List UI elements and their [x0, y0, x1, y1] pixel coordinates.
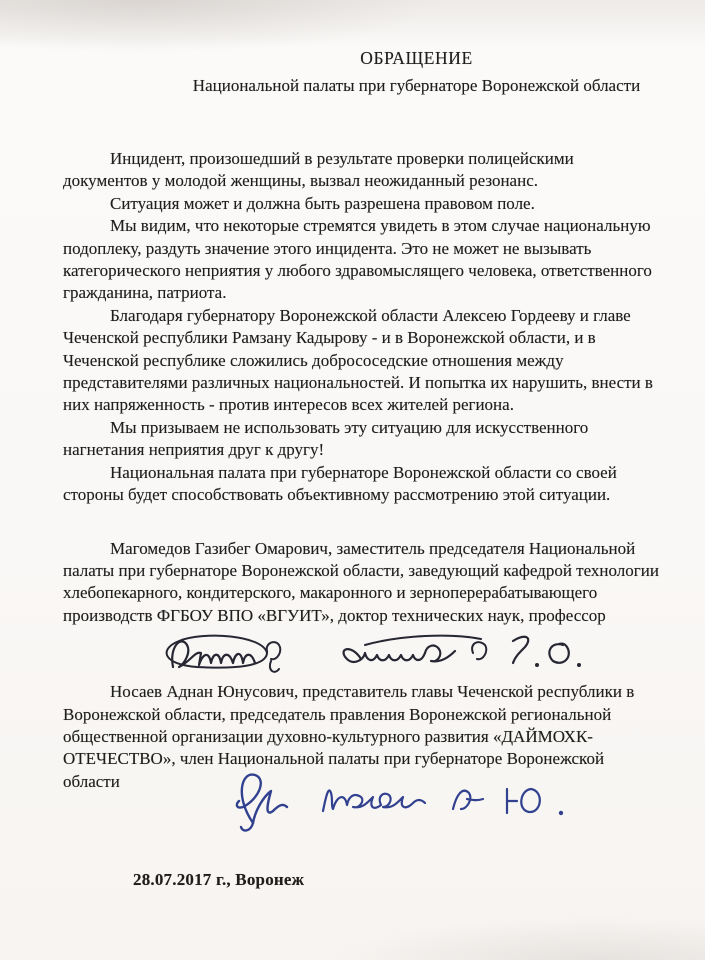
signature-dot — [559, 811, 563, 815]
signature-stroke — [241, 791, 287, 830]
signature-dot — [535, 663, 539, 667]
signature-stroke — [513, 637, 528, 663]
document-header — [173, 46, 660, 98]
document-body — [63, 148, 660, 507]
signature-stroke — [237, 775, 261, 823]
body-paragraph: Мы призываем не использовать эту ситуацию для искусственного нагнетания неприятия друг к другу! — [63, 417, 589, 460]
document-subtitle: Национальной палаты при губернаторе Воронежской области — [192, 76, 641, 95]
signature-dot — [577, 663, 581, 667]
signer-block-magomedov: Магомедов Газибег Омарович, заместитель председателя Национальной палаты при губернаторе Воронежской области, заведующий кафедрой технологии хлебопекарного, кондитерского, макаронного и зерноперерабатывающего производств ФГБОУ ВПО «ВГУИТ», доктор технических наук, профессор — [63, 538, 659, 625]
dateline: 28.07.2017 г., Воронеж — [133, 870, 305, 890]
body-paragraph: Мы видим, что некоторые стремятся увидеть в этом случае национальную подоплеку, раздуть значение этого инцидента. Это не может не вызывать категорического неприятия у любого здравомыслящего человека, ответственного гражданина, патриота. — [63, 216, 652, 303]
signature-stroke — [453, 791, 483, 809]
signature-stroke — [323, 791, 425, 812]
body-paragraph: Ситуация может и должна быть разрешена правовом поле. — [110, 193, 535, 213]
signer-block-nosaev: Носаев Аднан Юнусович, представитель главы Чеченской республики в Воронежской области, председатель правления Воронежской региональной общественной организации духовно-культурного развития «ДАЙМОХК-ОТЕЧЕСТВО», член Национальной палаты при губернаторе Воронежской области — [63, 682, 635, 791]
document-title: ОБРАЩЕНИЕ — [360, 48, 473, 68]
body-paragraph: Инцидент, произошедший в результате проверки полицейскими документов у молодой женщины, вызвал неожиданный резонанс. — [63, 149, 574, 191]
signature-stroke — [549, 644, 568, 663]
signature-stroke — [507, 789, 540, 813]
signature-stroke — [365, 636, 486, 660]
magomedov-handwritten-signature — [151, 623, 581, 679]
signature-stroke — [172, 642, 255, 668]
nosaev-handwritten-signature — [195, 763, 575, 833]
signature-stroke — [344, 646, 455, 662]
body-paragraph: Национальная палата при губернаторе Воронежской области со своей стороны будет способствовать объективному рассмотрению этой ситуации. — [63, 462, 617, 505]
body-paragraph: Благодаря губернатору Воронежской области Алексею Гордееву и главе Чеченской республики Рамзану Кадырову - и в Воронежской области, и в Чеченской республике сложились добрососедские отношения между представителями различных национальностей. И попытка их нарушить, внести в них напряженность - против интересов всех жителей региона. — [63, 305, 653, 415]
